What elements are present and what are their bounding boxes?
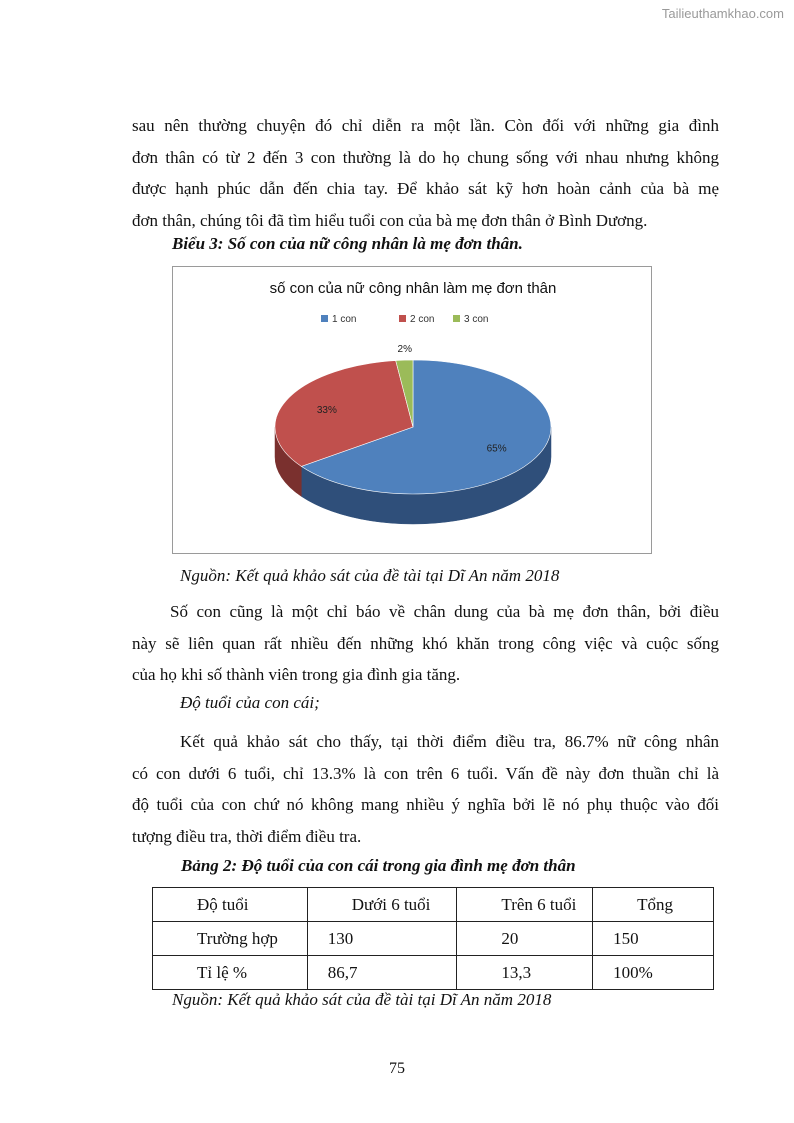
age-table xyxy=(152,887,714,990)
table-cell: 20 xyxy=(457,922,593,956)
paragraph-3 xyxy=(132,726,719,852)
table-cell: 13,3 xyxy=(457,956,593,990)
text-line: sau nên thường chuyện đó chỉ diễn ra một lần. Còn đối với những gia đình xyxy=(132,116,719,135)
text-line: đơn thân, chúng tôi đã tìm hiểu tuổi con của bà mẹ đơn thân ở Bình Dương. xyxy=(132,210,648,230)
legend-label: 1 con xyxy=(332,314,357,325)
table-source: Nguồn: Kết quả khảo sát của đề tài tại Dĩ An năm 2018 xyxy=(172,990,552,1009)
table-cell: Tỉ lệ % xyxy=(153,956,308,990)
legend-label: 2 con xyxy=(410,314,435,325)
data-label: 65% xyxy=(486,443,507,455)
text-line: độ tuổi của con chứ nó không mang nhiều ý nghĩa bởi lẽ nó phụ thuộc vào đối xyxy=(132,795,719,814)
table-header-cell: Trên 6 tuổi xyxy=(457,888,593,922)
legend-label: 3 con xyxy=(464,314,489,325)
legend-swatch xyxy=(399,315,406,322)
paragraph-2 xyxy=(132,596,719,691)
table-cell: 100% xyxy=(593,956,714,990)
text-line: Kết quả khảo sát cho thấy, tại thời điểm điều tra, 86.7% nữ công nhân xyxy=(180,732,719,751)
text-line: này sẽ liên quan rất nhiều đến những khó khăn trong công việc và cuộc sống xyxy=(132,633,719,653)
text-line: được hạnh phúc dẫn đến chia tay. Để khảo sát kỹ hơn hoàn cảnh của bà mẹ xyxy=(132,179,719,198)
chart-slices xyxy=(275,360,551,524)
chart-title: số con của nữ công nhân làm mẹ đơn thân xyxy=(269,280,557,297)
table-caption: Bảng 2: Độ tuổi của con cái trong gia đình mẹ đơn thân xyxy=(181,856,576,875)
table-header-cell: Dưới 6 tuổi xyxy=(307,888,457,922)
legend-swatch xyxy=(321,315,328,322)
figure-source: Nguồn: Kết quả khảo sát của đề tài tại Dĩ An năm 2018 xyxy=(180,566,560,585)
table-row xyxy=(153,956,714,990)
table-header-cell: Độ tuổi xyxy=(153,888,308,922)
text-line: tượng điều tra, thời điểm điều tra. xyxy=(132,826,362,846)
table-cell: Trường hợp xyxy=(153,922,308,956)
pie-chart-svg xyxy=(173,267,653,555)
watermark: Tailieuthamkhao.com xyxy=(661,6,784,21)
paragraph-1 xyxy=(132,110,719,236)
text-line: có con dưới 6 tuổi, chỉ 13.3% là con trên 6 tuổi. Vấn đề này đơn thuần chỉ là xyxy=(132,763,719,783)
text-line: đơn thân có từ 2 đến 3 con thường là do họ chung sống với nhau nhưng không xyxy=(132,147,719,167)
figure-caption: Biểu 3: Số con của nữ công nhân là mẹ đơn thân. xyxy=(172,234,523,253)
text-line: Số con cũng là một chỉ báo về chân dung của bà mẹ đơn thân, bởi điều xyxy=(170,602,719,621)
table-cell: 86,7 xyxy=(307,956,457,990)
subheading: Độ tuổi của con cái; xyxy=(180,693,320,712)
table-cell: 150 xyxy=(593,922,714,956)
page-number: 75 xyxy=(389,1060,405,1077)
pie-chart xyxy=(172,266,652,554)
data-label: 33% xyxy=(316,404,337,416)
legend-swatch xyxy=(453,315,460,322)
table-header-row xyxy=(153,888,714,922)
text-line: của họ khi số thành viên trong gia đình gia tăng. xyxy=(132,665,461,684)
table-header-cell: Tổng xyxy=(593,888,714,922)
table-cell: 130 xyxy=(307,922,457,956)
table-row xyxy=(153,922,714,956)
data-label: 2% xyxy=(397,344,412,355)
chart-legend xyxy=(321,314,488,325)
